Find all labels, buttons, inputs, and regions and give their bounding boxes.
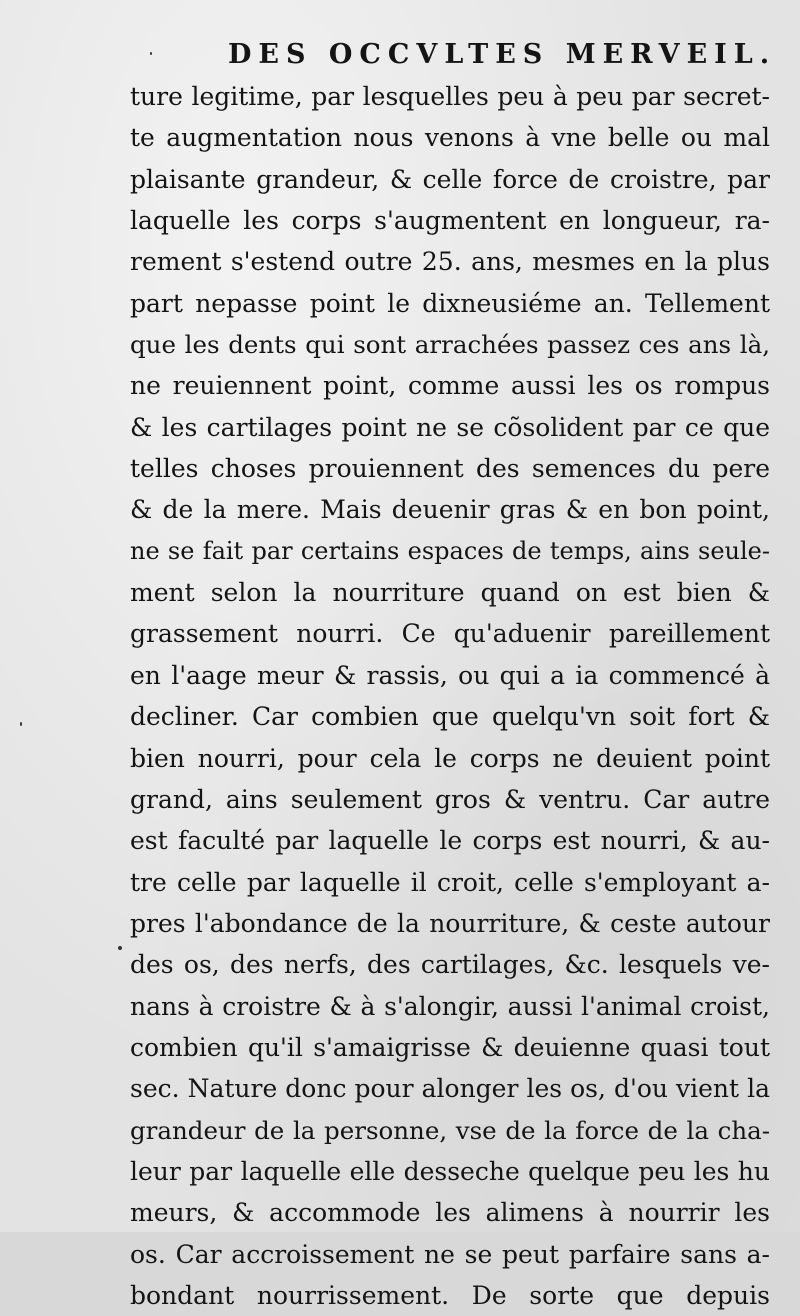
text-line: bondant nourrissement. De sorte que depuis bbox=[130, 1280, 770, 1310]
text-line: rement s'estend outre 25. ans, mesmes en la plus bbox=[130, 247, 770, 277]
text-line: est faculté par laquelle le corps est nourri, & au- bbox=[130, 826, 770, 856]
text-line: leur par laquelle elle desseche quelque peu les hu bbox=[130, 1156, 770, 1186]
text-line: os. Car accroissement ne se peut parfaire sans a- bbox=[130, 1239, 770, 1269]
text-line: laquelle les corps s'augmentent en longueur, ra- bbox=[130, 206, 770, 236]
text-line: bien nourri, pour cela le corps ne deuient point bbox=[130, 743, 770, 773]
text-line: part nepasse point le dixneusiéme an. Tellement bbox=[130, 288, 770, 318]
text-line: que les dents qui sont arrachées passez ces ans là, bbox=[130, 330, 770, 360]
text-line: combien qu'il s'amaigrisse & deuienne quasi tout bbox=[130, 1032, 770, 1062]
text-line: nans à croistre & à s'alongir, aussi l'animal croist, bbox=[130, 991, 770, 1021]
text-line: tre celle par laquelle il croit, celle s'employant a- bbox=[130, 867, 770, 897]
text-line: en l'aage meur & rassis, ou qui a ia commencé à bbox=[130, 660, 770, 690]
text-line: & les cartilages point ne se cõsolident par ce que bbox=[130, 412, 770, 442]
ink-speck bbox=[20, 722, 22, 726]
text-line: ne reuiennent point, comme aussi les os rompus bbox=[130, 371, 770, 401]
text-line: telles choses prouiennent des semences du pere bbox=[130, 454, 770, 484]
body-text bbox=[130, 76, 770, 1316]
text-line: decliner. Car combien que quelqu'vn soit fort & bbox=[130, 702, 770, 732]
text-line: sec. Nature donc pour alonger les os, d'ou vient la bbox=[130, 1074, 770, 1104]
text-line: meurs, & accommode les alimens à nourrir les bbox=[130, 1198, 770, 1228]
text-line: des os, des nerfs, des cartilages, &c. lesquels ve- bbox=[130, 950, 770, 980]
text-line: ture legitime, par lesquelles peu à peu par secret- bbox=[130, 82, 770, 111]
ink-speck bbox=[118, 946, 122, 950]
text-line: ne se fait par certains espaces de temps, ains seule- bbox=[130, 536, 770, 565]
text-line: plaisante grandeur, & celle force de croistre, par bbox=[130, 164, 770, 194]
text-line: grand, ains seulement gros & ventru. Car autre bbox=[130, 784, 770, 814]
text-line: ment selon la nourriture quand on est bien & bbox=[130, 578, 770, 608]
ink-speck bbox=[150, 52, 152, 55]
text-line: grassement nourri. Ce qu'aduenir pareillement bbox=[130, 619, 770, 649]
running-head: DES OCCVLTES MERVEIL. bbox=[228, 39, 777, 70]
text-line: & de la mere. Mais deuenir gras & en bon point, bbox=[130, 495, 770, 525]
text-line: te augmentation nous venons à vne belle ou mal bbox=[130, 123, 770, 153]
text-line: pres l'abondance de la nourriture, & ceste autour bbox=[130, 908, 770, 938]
text-line: grandeur de la personne, vse de la force de la cha- bbox=[130, 1115, 770, 1145]
